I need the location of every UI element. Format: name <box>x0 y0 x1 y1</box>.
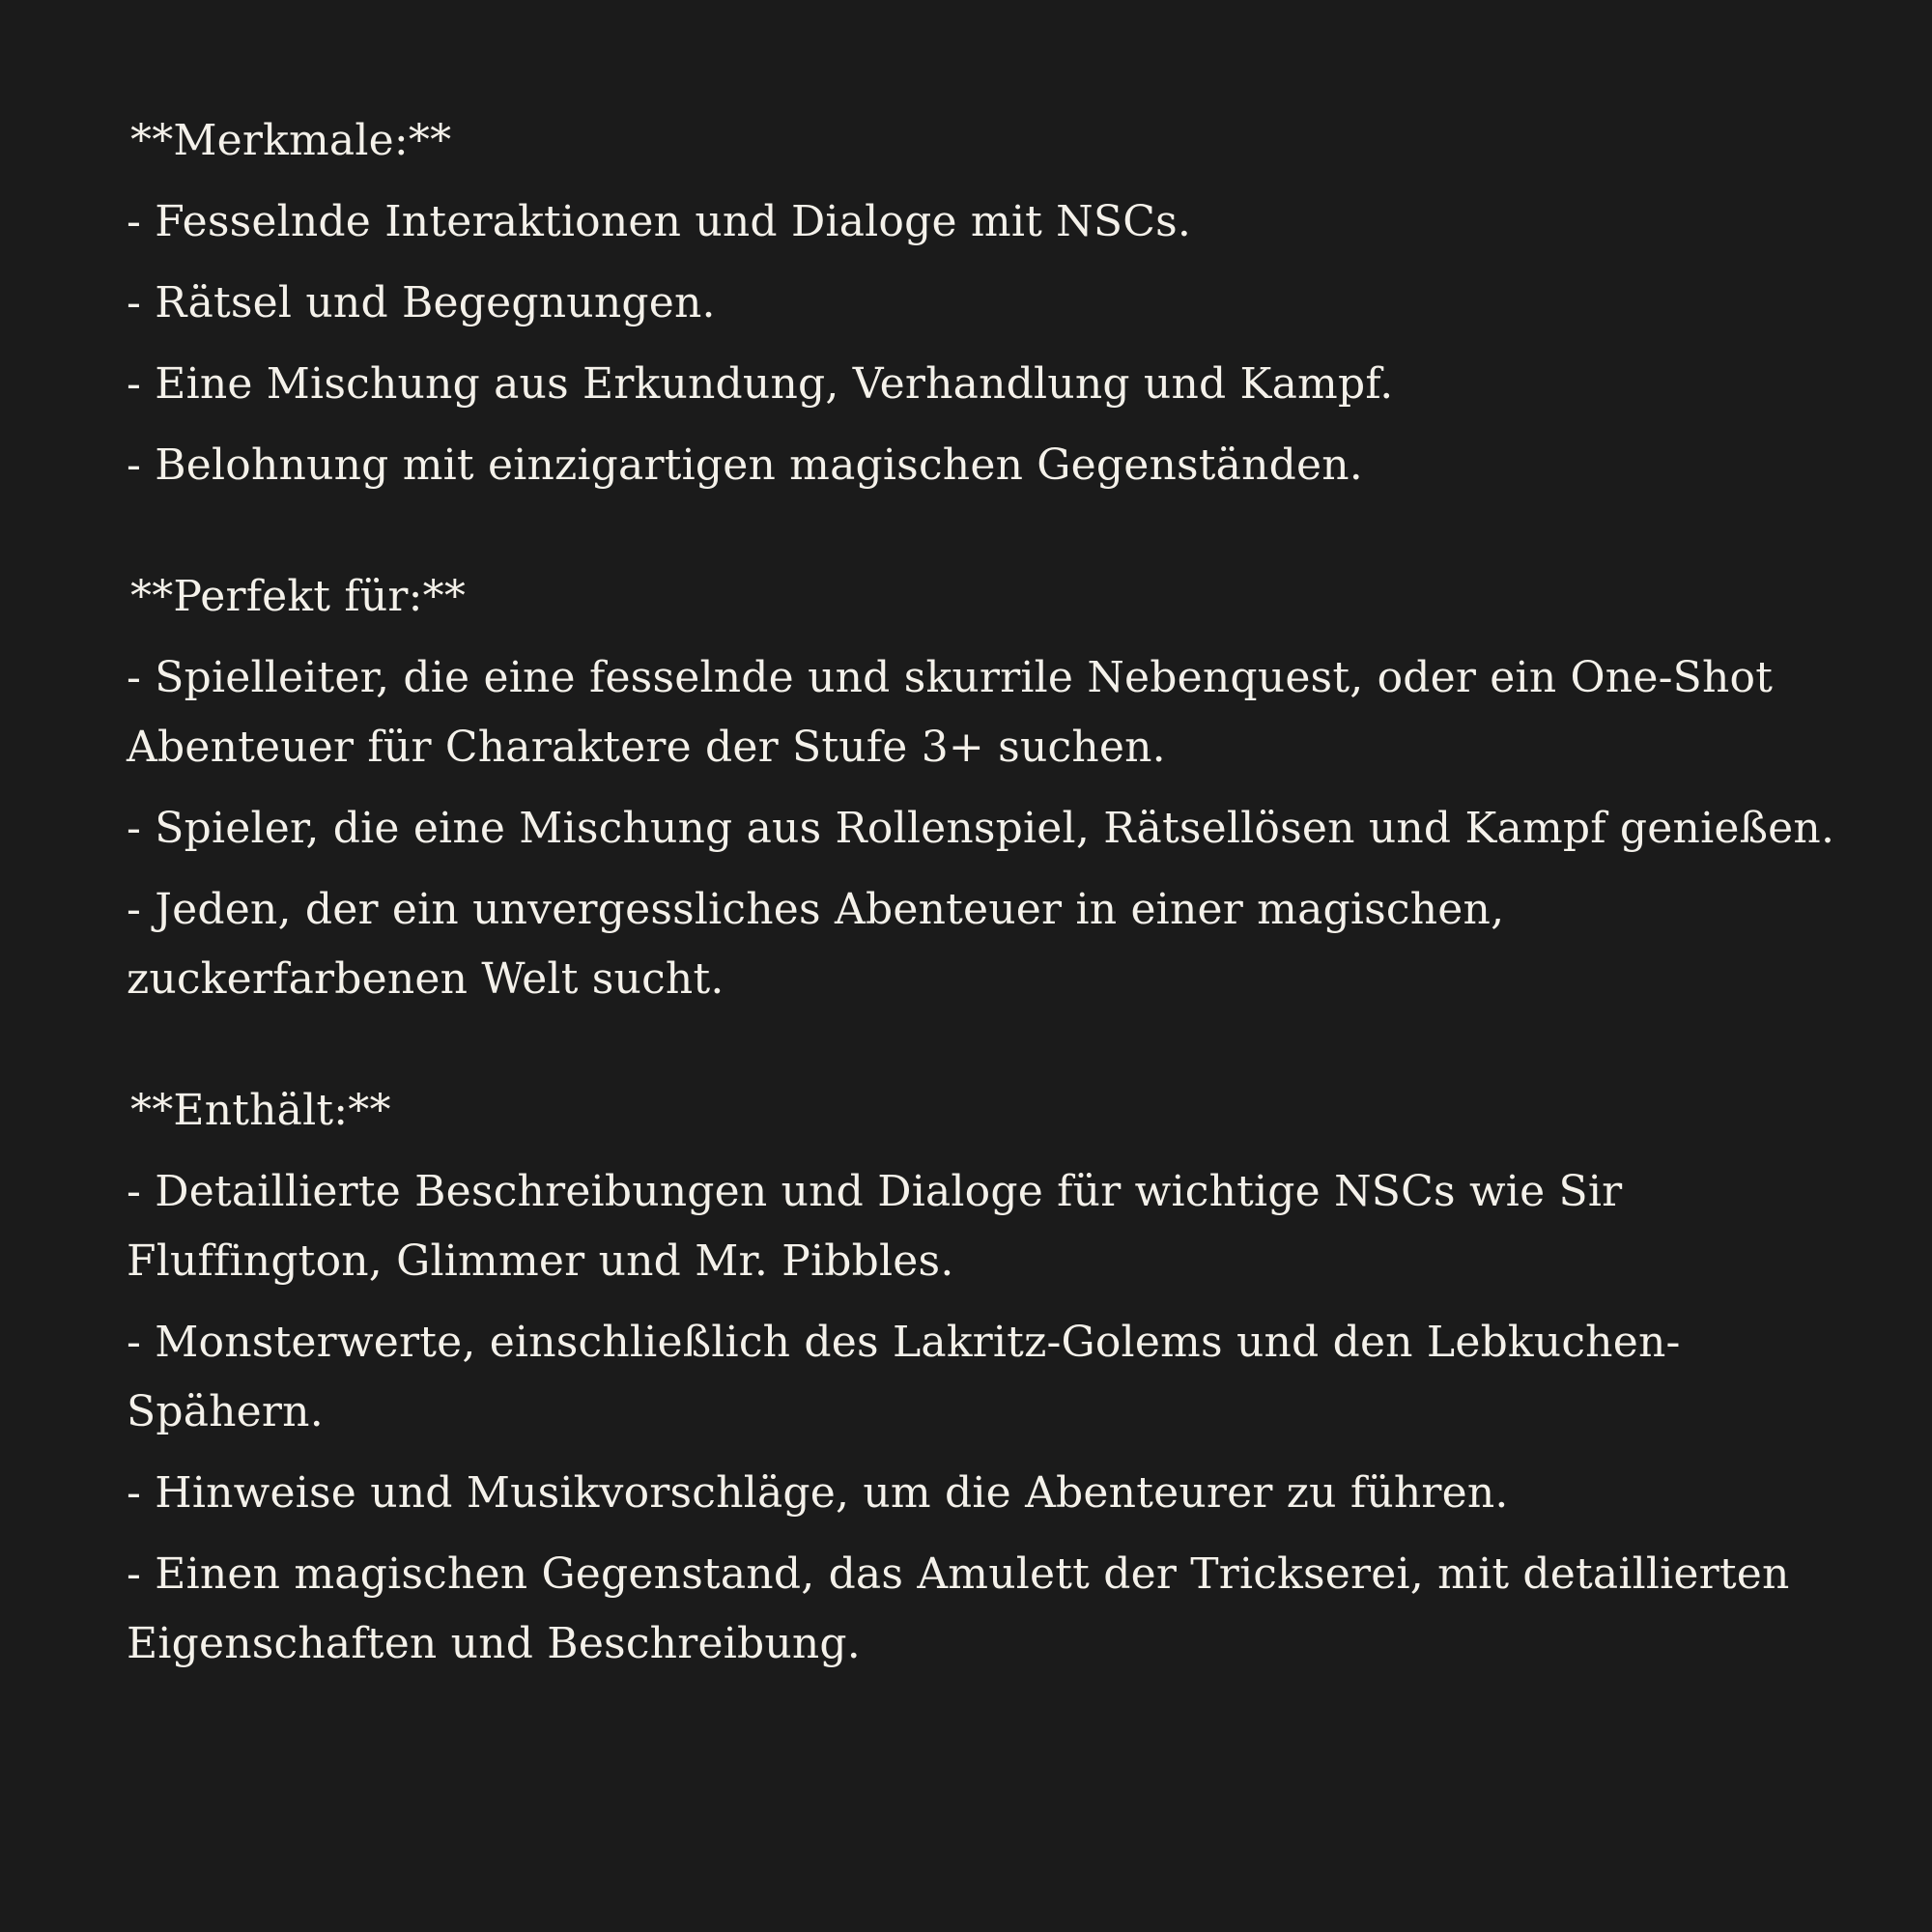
list-item: - Belohnung mit einzigartigen magischen Gegenständen. <box>127 440 1363 490</box>
section-merkmale <box>127 106 1856 500</box>
section-heading: **Merkmale:** <box>130 116 452 165</box>
list-item: - Jeden, der ein unvergessliches Abenteuer in einer magischen, zuckerfarbenen Welt sucht. <box>127 885 1505 1004</box>
list-item: - Einen magischen Gegenstand, das Amulett der Trickserei, mit detaillierten Eigenschaften und Beschreibung. <box>127 1549 1790 1668</box>
list-item: - Hinweise und Musikvorschläge, um die Abenteurer zu führen. <box>127 1468 1509 1518</box>
list-item: - Monsterwerte, einschließlich des Lakritz-Golems und den Lebkuchen-Spähern. <box>127 1318 1681 1436</box>
section-perfekt-fuer <box>127 562 1856 1014</box>
list-item: - Spielleiter, die eine fesselnde und skurrile Nebenquest, oder ein One-Shot Abenteuer für Charaktere der Stufe 3+ suchen. <box>127 653 1774 772</box>
list-item: - Eine Mischung aus Erkundung, Verhandlung und Kampf. <box>127 359 1394 409</box>
list-item: - Detaillierte Beschreibungen und Dialoge für wichtige NSCs wie Sir Fluffington, Glimmer und Mr. Pibbles. <box>127 1167 1623 1286</box>
section-enthaelt <box>127 1076 1856 1679</box>
list-item: - Spieler, die eine Mischung aus Rollenspiel, Rätsellösen und Kampf genießen. <box>127 804 1835 853</box>
list-item: - Fesselnde Interaktionen und Dialoge mit NSCs. <box>127 197 1192 246</box>
section-heading: **Enthält:** <box>130 1086 391 1135</box>
section-heading: **Perfekt für:** <box>130 572 467 621</box>
list-item: - Rätsel und Begegnungen. <box>127 278 716 327</box>
document-page <box>127 106 1856 1690</box>
